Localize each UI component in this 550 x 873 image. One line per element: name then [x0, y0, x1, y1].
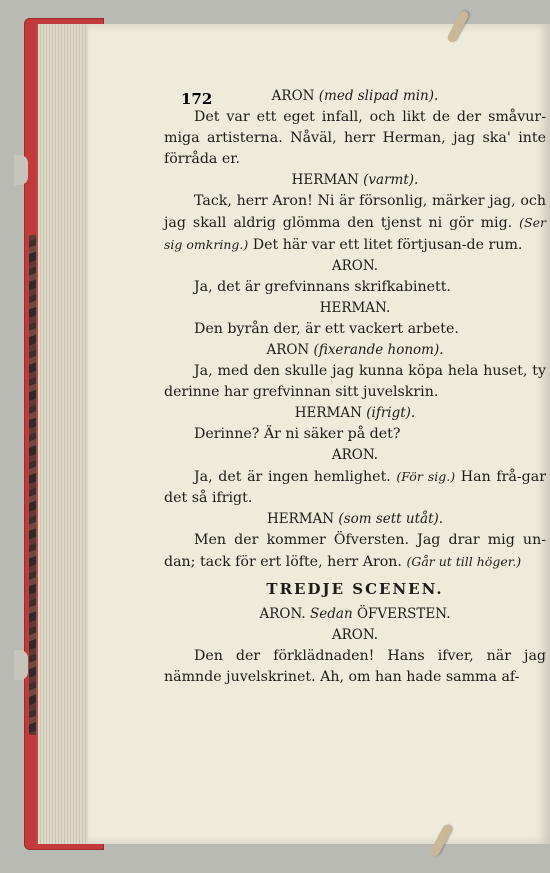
stage-direction: (Går ut till höger.): [406, 554, 522, 569]
dialogue-line: [164, 466, 546, 509]
cast-line: [164, 604, 546, 625]
dialogue-line: Ja, med den skulle jag kunna köpa hela huset, ty derinne har grefvinnan sitt juvelskrin.: [164, 363, 546, 400]
speaker-line: [164, 256, 546, 277]
speaker-name: ARON: [271, 88, 315, 104]
speaker-line: [164, 170, 546, 191]
stage-direction: (som sett utåt).: [338, 511, 444, 527]
dialogue-text: Ja, det är ingen hemlighet.: [194, 469, 391, 485]
dialogue-line: Den byrån der, är ett vackert arbete.: [194, 321, 459, 337]
holder-clip: [14, 650, 28, 680]
dialogue-line: [164, 530, 546, 573]
stage-direction: (Ser sig omkring.): [164, 215, 546, 252]
dialogue-text: Det här var ett litet förtjusan-de rum.: [252, 237, 523, 253]
dialogue-line: Ja, det är grefvinnans skrifkabinett.: [194, 279, 451, 295]
stage-direction: (med slipad min).: [318, 88, 439, 104]
page-number: 172: [181, 90, 213, 108]
dialogue-text: Han frå-gar det så ifrigt.: [164, 469, 547, 506]
speaker-name: ÖFVERSTEN.: [356, 606, 451, 622]
speaker-line: [164, 625, 546, 646]
dialogue-line: Det var ett eget infall, och likt de der småvur-miga artisterna. Nåväl, herr Herman, jag ska' inte förråda er.: [164, 109, 546, 167]
holder-clip: [14, 155, 28, 185]
book-page: [88, 24, 550, 844]
speaker-name: HERMAN: [291, 172, 359, 188]
speaker-name: ARON.: [331, 627, 379, 643]
speaker-name: HERMAN: [266, 511, 335, 527]
speaker-line: [164, 340, 546, 361]
speaker-line: [164, 509, 546, 530]
dialogue-text: Tack, herr Aron! Ni är försonlig, märker jag, och jag skall aldrig glömma den tjenst ni gör mig.: [164, 193, 546, 231]
stage-direction: (varmt).: [363, 172, 419, 188]
scene-heading: TREDJE SCENEN.: [266, 580, 444, 598]
speaker-name: HERMAN.: [319, 300, 391, 316]
speaker-line: [164, 445, 546, 466]
speaker-name: ARON.: [259, 606, 306, 622]
speaker-name: ARON.: [331, 258, 379, 274]
speaker-line: [164, 86, 546, 107]
speaker-name: HERMAN: [294, 405, 362, 421]
stage-direction: (ifrigt).: [366, 405, 416, 421]
stage-direction: Sedan: [310, 606, 353, 622]
speaker-name: ARON.: [331, 447, 379, 463]
dialogue-line: [164, 191, 546, 256]
stage-direction: (fixerande honom).: [313, 342, 444, 358]
page-text: [164, 86, 546, 688]
speaker-line: [164, 298, 546, 319]
speaker-name: ARON: [266, 342, 310, 358]
dialogue-text: Men der kommer Öfversten. Jag drar mig un-dan; tack för ert löfte, herr Aron.: [164, 532, 546, 570]
dialogue-line: Derinne? Är ni säker på det?: [194, 426, 401, 442]
dialogue-line: Den der förklädnaden! Hans ifver, när jag nämnde juvelskrinet. Ah, om han hade samma af-: [164, 648, 546, 685]
stage-direction: (För sig.): [396, 469, 456, 484]
speaker-line: [164, 403, 546, 424]
